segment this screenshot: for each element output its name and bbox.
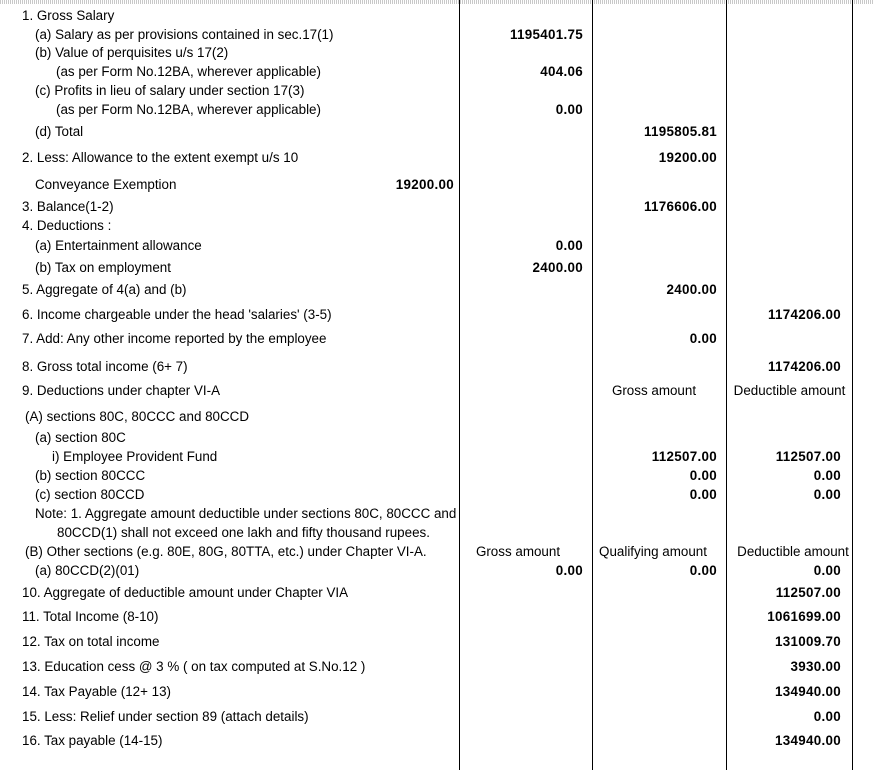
row-label: 14. Tax Payable (12+ 13) [22, 684, 172, 699]
amount-value: 404.06 [540, 64, 583, 79]
amount-value: 1195805.81 [643, 124, 717, 139]
row-label: 6. Income chargeable under the head 'salaries' (3-5) [22, 307, 332, 322]
row-note: (as per Form No.12BA, wherever applicable) [56, 64, 321, 79]
row-label: 8. Gross total income (6+ 7) [22, 359, 188, 374]
amount-value: 3930.00 [790, 659, 841, 674]
row-label: (a) section 80C [35, 430, 126, 445]
column-header: Deductible amount [737, 544, 849, 559]
row-label: (c) section 80CCD [35, 487, 145, 502]
row-label: 5. Aggregate of 4(a) and (b) [22, 282, 187, 297]
note-text: 80CCD(1) shall not exceed one lakh and fifty thousand rupees. [57, 525, 430, 540]
column-divider [852, 0, 853, 770]
amount-value: 0.00 [689, 331, 717, 346]
row-note: (as per Form No.12BA, wherever applicable) [56, 102, 321, 117]
row-label: i) Employee Provident Fund [52, 449, 218, 464]
row-label: 10. Aggregate of deductible amount under Chapter VIA [22, 585, 349, 600]
amount-value: 0.00 [813, 487, 841, 502]
amount-value: 0.00 [813, 563, 841, 578]
amount-value: 0.00 [689, 468, 717, 483]
amount-value: 0.00 [555, 563, 583, 578]
amount-value: 0.00 [813, 709, 841, 724]
amount-value: 131009.70 [775, 634, 841, 649]
amount-value: 2400.00 [532, 260, 583, 275]
amount-value: 112507.00 [775, 449, 841, 464]
row-label: 11. Total Income (8-10) [22, 609, 159, 624]
row-label: (a) Entertainment allowance [35, 238, 202, 253]
row-label: 1. Gross Salary [22, 8, 115, 23]
row-label: 7. Add: Any other income reported by the employee [22, 331, 327, 346]
amount-value: 19200.00 [395, 177, 454, 192]
row-label: (a) Salary as per provisions contained in sec.17(1) [35, 27, 334, 42]
column-header: Qualifying amount [599, 544, 707, 559]
note-text: Note: 1. Aggregate amount deductible under sections 80C, 80CCC and [35, 506, 457, 521]
top-border [0, 0, 874, 4]
amount-value: 134940.00 [775, 733, 841, 748]
amount-value: 1174206.00 [767, 359, 841, 374]
row-label: 3. Balance(1-2) [22, 199, 114, 214]
amount-value: 1061699.00 [767, 609, 841, 624]
amount-value: 0.00 [555, 102, 583, 117]
row-label: (b) section 80CCC [35, 468, 146, 483]
row-label: (b) Tax on employment [35, 260, 171, 275]
row-label: (d) Total [35, 124, 84, 139]
column-header: Deductible amount [733, 383, 846, 398]
amount-value: 0.00 [689, 563, 717, 578]
amount-value: 1174206.00 [767, 307, 841, 322]
amount-value: 112507.00 [651, 449, 717, 464]
row-label: (B) Other sections (e.g. 80E, 80G, 80TTA, etc.) under Chapter VI-A. [25, 544, 427, 559]
row-label: 2. Less: Allowance to the extent exempt u/s 10 [22, 150, 299, 165]
row-label: 12. Tax on total income [22, 634, 160, 649]
amount-value: 0.00 [813, 468, 841, 483]
row-label: 9. Deductions under chapter VI-A [22, 383, 220, 398]
row-label: (b) Value of perquisites u/s 17(2) [35, 45, 229, 60]
amount-value: 134940.00 [775, 684, 841, 699]
row-label: Conveyance Exemption [35, 177, 177, 192]
column-header: Gross amount [475, 544, 561, 559]
amount-value: 1176606.00 [643, 199, 717, 214]
row-label: 16. Tax payable (14-15) [22, 733, 163, 748]
amount-value: 0.00 [689, 487, 717, 502]
row-label: (A) sections 80C, 80CCC and 80CCD [25, 409, 250, 424]
row-label: 13. Education cess @ 3 % ( on tax computed at S.No.12 ) [22, 659, 366, 674]
amount-value: 112507.00 [775, 585, 841, 600]
row-label: (a) 80CCD(2)(01) [35, 563, 140, 578]
amount-value: 1195401.75 [509, 27, 583, 42]
amount-value: 19200.00 [658, 150, 717, 165]
column-header: Gross amount [611, 383, 697, 398]
column-divider [459, 0, 460, 770]
row-label: 15. Less: Relief under section 89 (attach details) [22, 709, 309, 724]
row-label: (c) Profits in lieu of salary under section 17(3) [35, 83, 305, 98]
amount-value: 0.00 [555, 238, 583, 253]
row-label: 4. Deductions : [22, 218, 112, 233]
amount-value: 2400.00 [666, 282, 717, 297]
